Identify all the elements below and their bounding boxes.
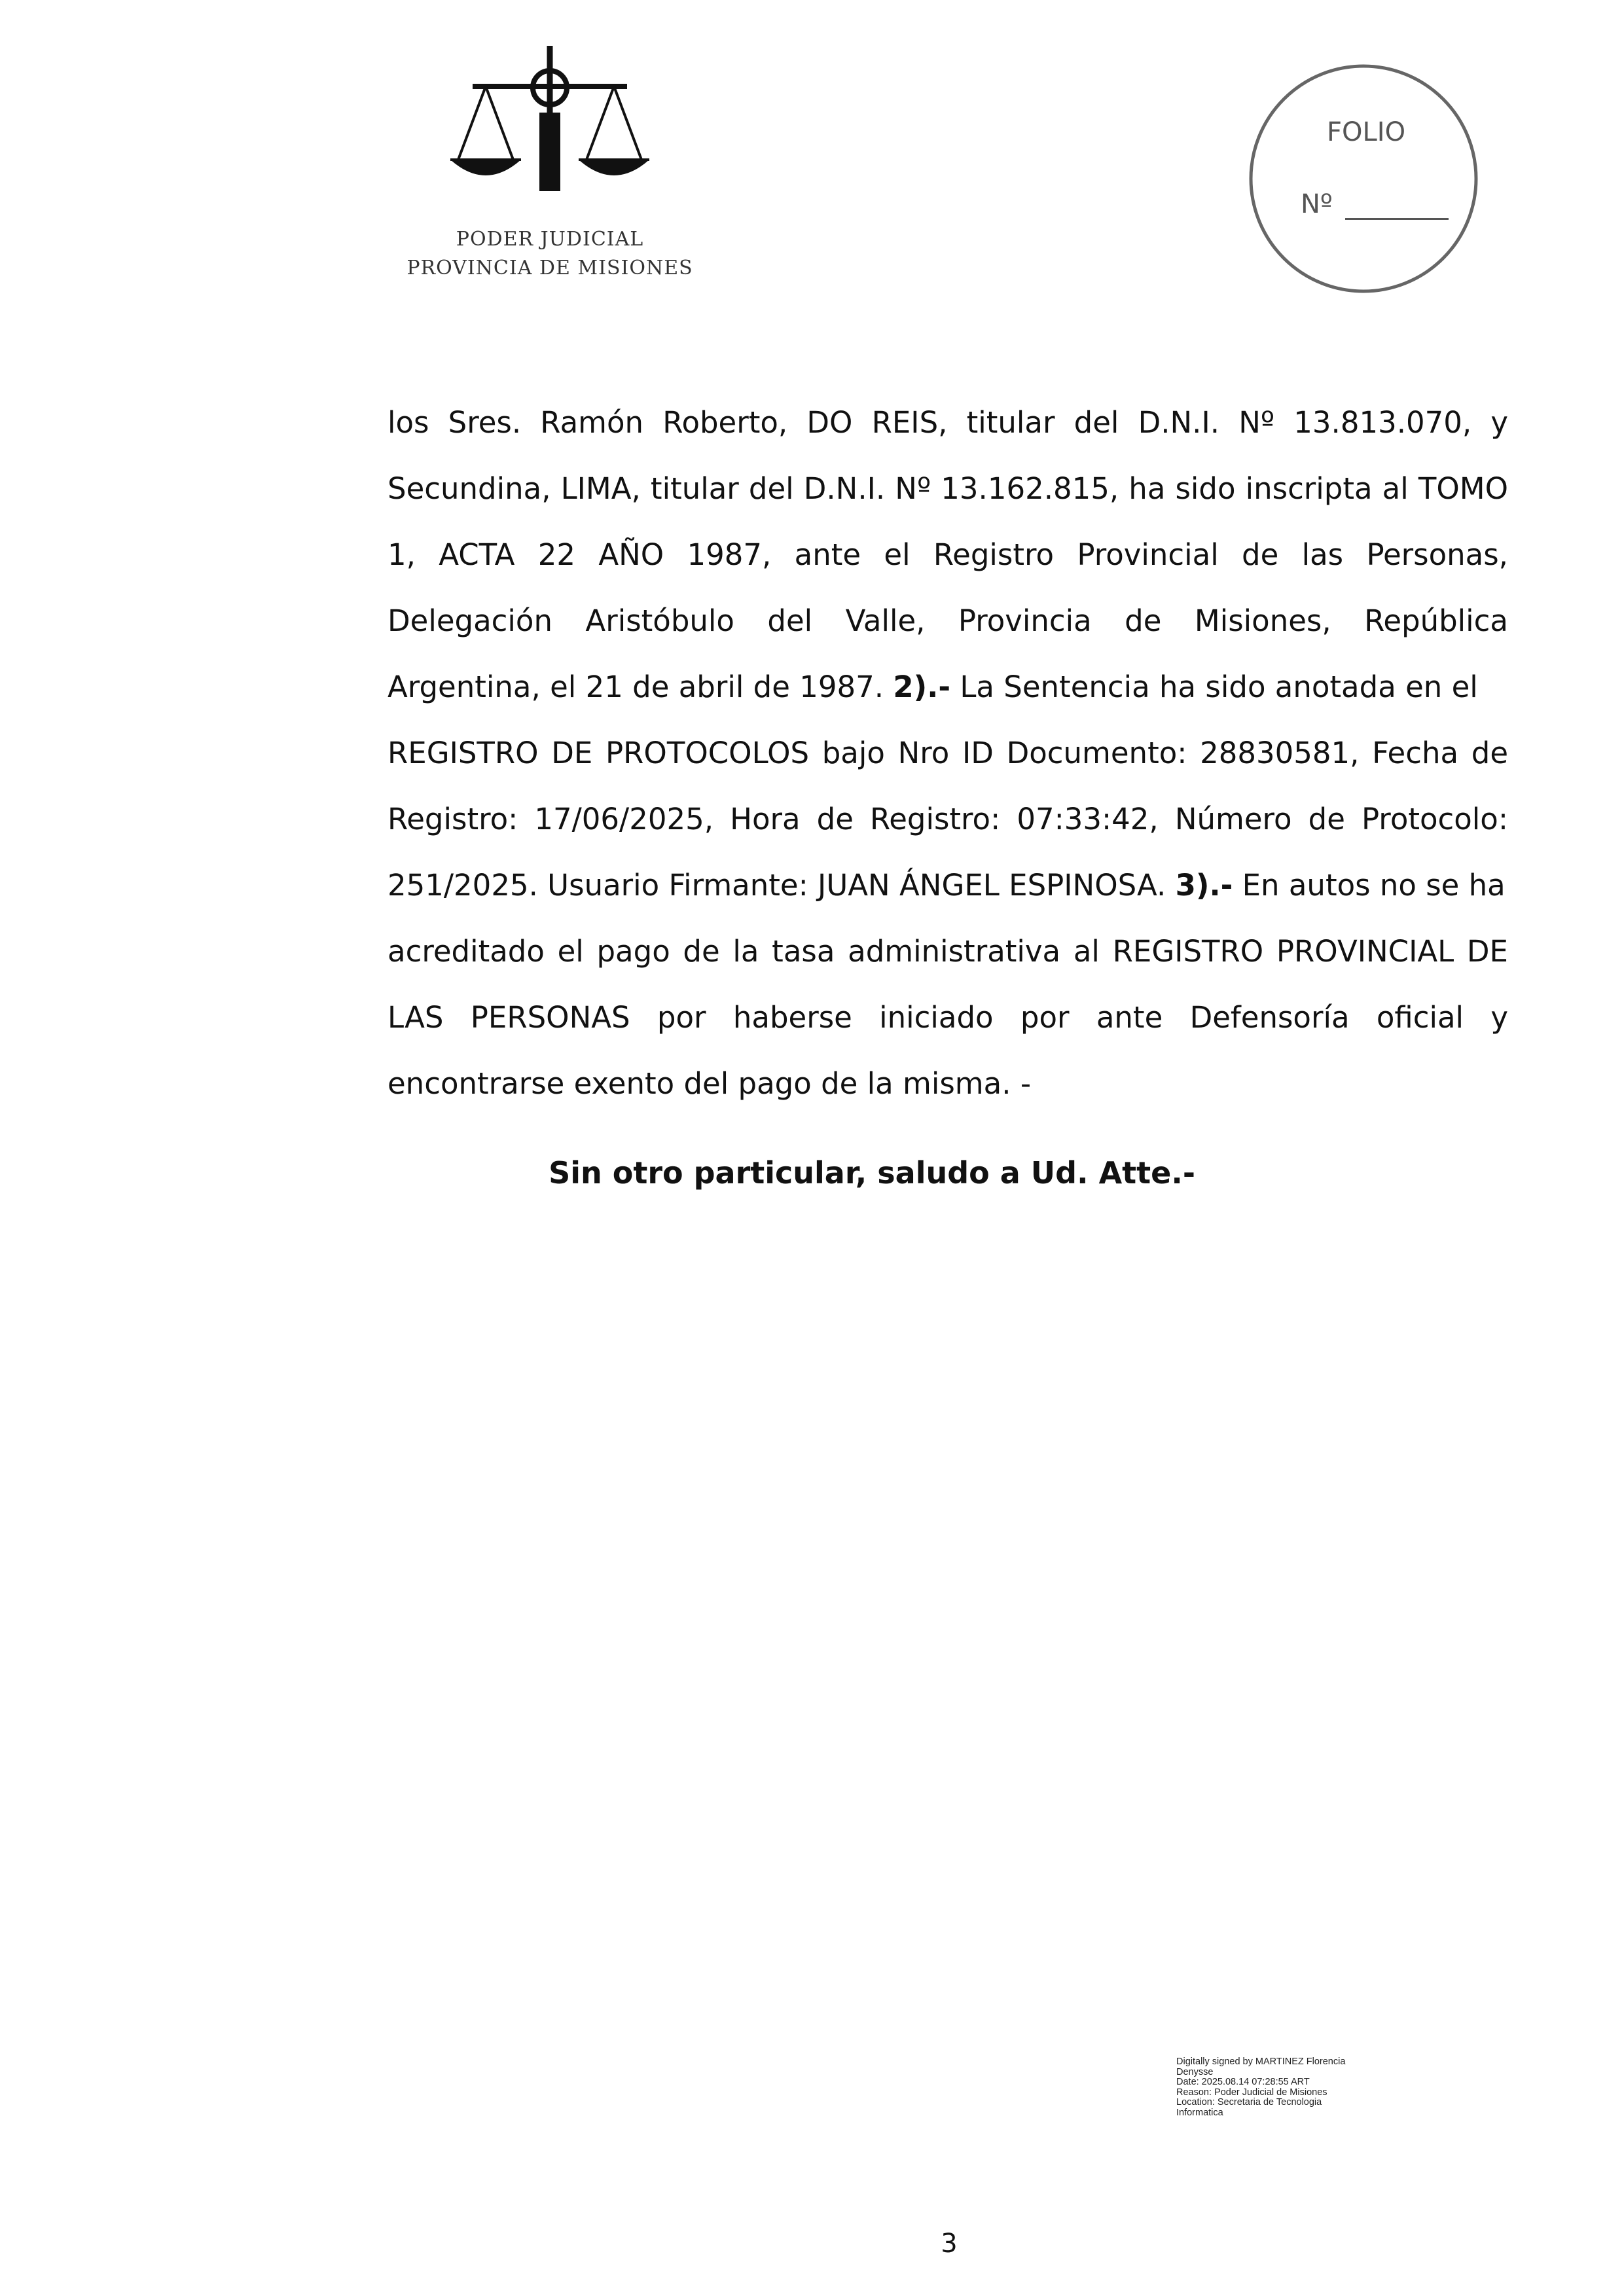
body-line: Delegación Aristóbulo del Valle, Provincia de Misiones, República	[388, 603, 1508, 638]
signature-line: Informatica	[1176, 2107, 1223, 2118]
signature-line: Denysse	[1176, 2066, 1214, 2077]
body-line: Secundina, LIMA, titular del D.N.I. Nº 13.162.815, ha sido inscripta al TOMO	[388, 471, 1508, 506]
item-number-2: 2).-	[893, 670, 951, 704]
signature-line: Date: 2025.08.14 07:28:55 ART	[1176, 2077, 1310, 2087]
signature-line: Digitally signed by MARTINEZ Florencia	[1176, 2056, 1346, 2067]
folio-stamp	[1247, 63, 1483, 294]
body-line: REGISTRO DE PROTOCOLOS bajo Nro ID Documento: 28830581, Fecha de	[388, 736, 1508, 770]
body-line: encontrarse exento del pago de la misma. -	[388, 1066, 1032, 1101]
poder-judicial-logo	[406, 41, 694, 289]
item-number-3: 3).-	[1175, 868, 1233, 903]
folio-number-blank	[1345, 218, 1449, 220]
digital-signature-block	[1176, 2057, 1412, 2118]
folio-number-label: Nº	[1301, 189, 1333, 219]
closing-salutation: Sin otro particular, saludo a Ud. Atte.-	[549, 1155, 1195, 1191]
body-line	[388, 852, 1508, 918]
scales-of-justice-icon	[432, 41, 668, 217]
signature-line: Location: Secretaria de Tecnologia	[1176, 2097, 1322, 2108]
body-line: los Sres. Ramón Roberto, DO REIS, titular del D.N.I. Nº 13.813.070, y	[388, 405, 1508, 440]
body-line: Registro: 17/06/2025, Hora de Registro: 07:33:42, Número de Protocolo:	[388, 802, 1508, 836]
folio-label: FOLIO	[1327, 117, 1406, 147]
body-line: 1, ACTA 22 AÑO 1987, ante el Registro Provincial de las Personas,	[388, 537, 1508, 572]
folio-circle-icon	[1247, 63, 1483, 294]
body-line: acreditado el pago de la tasa administrativa al REGISTRO PROVINCIAL DE	[388, 934, 1508, 969]
signature-line: Reason: Poder Judicial de Misiones	[1176, 2087, 1327, 2098]
body-text-segment: La Sentencia ha sido anotada en el	[950, 670, 1478, 704]
document-body	[388, 389, 1508, 1117]
body-text-segment: 251/2025. Usuario Firmante: JUAN ÁNGEL ESPINOSA.	[388, 868, 1176, 903]
body-line: LAS PERSONAS por haberse iniciado por ante Defensoría oficial y	[388, 1000, 1508, 1035]
page-number: 3	[941, 2229, 958, 2259]
body-text-segment: En autos no se ha	[1233, 868, 1506, 903]
logo-subtitle: PROVINCIA DE MISIONES	[406, 257, 693, 279]
logo-title: PODER JUDICIAL	[456, 228, 644, 251]
body-line	[388, 654, 1508, 720]
body-text-segment: Argentina, el 21 de abril de 1987.	[388, 670, 893, 704]
